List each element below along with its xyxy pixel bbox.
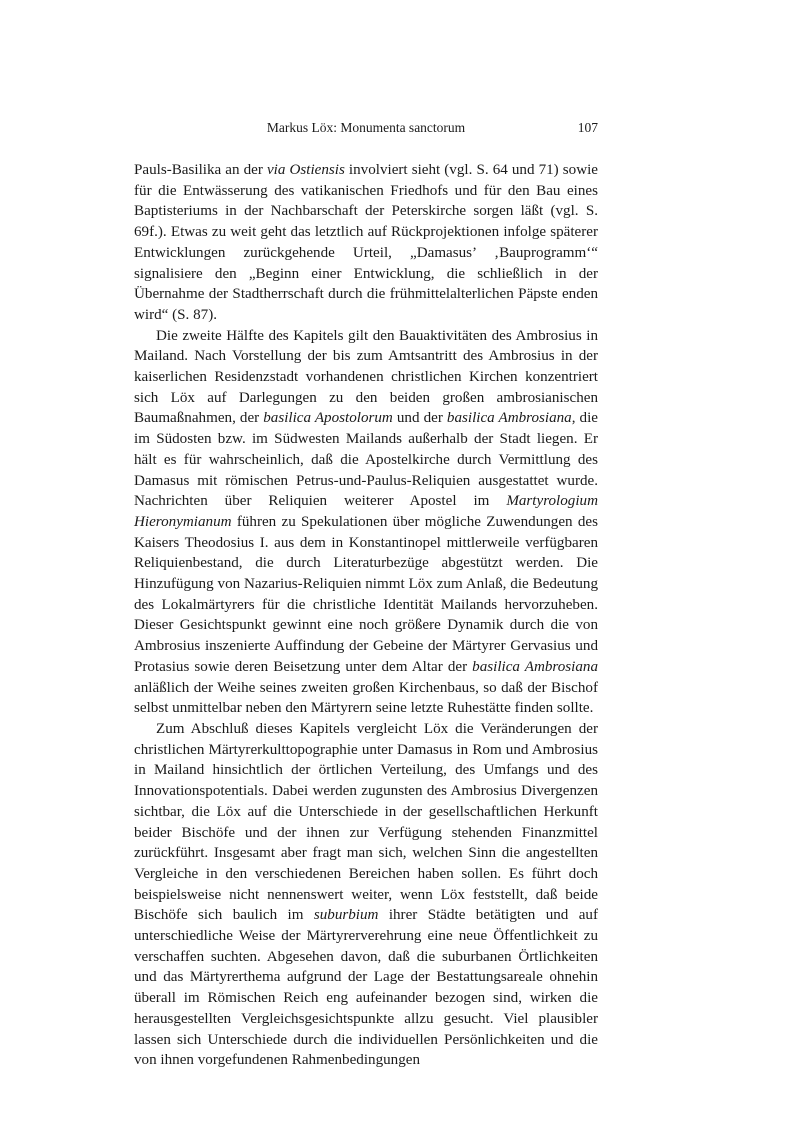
italic-term: basilica Ambrosiana (446, 410, 572, 427)
text-run: anläßlich der Weihe seines zweiten großen Kirchenbaus, so daß der Bischof selbst unmittelbar neben den Märtyrern seine letzte Ruhestätte finden sollte. (134, 679, 598, 717)
italic-term: via Ostiensis (266, 162, 345, 178)
italic-term: basilica Ambrosiana (472, 658, 598, 675)
italic-term: suburbium (313, 907, 379, 924)
paragraph-3 (134, 719, 598, 1071)
text-run: Pauls-Basilika an der (134, 162, 267, 178)
italic-term: Martyrologium Hieronymianum (134, 493, 598, 530)
text-run: und der (392, 410, 447, 427)
paragraph-1 (134, 160, 598, 326)
document-page (134, 118, 598, 1071)
text-run: führen zu Spekulationen über mögliche Zuwendungen des Kaisers Theodosius I. aus dem in Konstantinopel mittlerweile verfügbaren Reliquienbestand, die durch Literaturbezüge abgestützt werden. Die Hinzufügung von Nazarius-Reliquien nimmt Löx zum Anlaß, die Bedeutung des Lokalmärtyrers für die christliche Identität Mailands hervorzuheben. Dieser Gesichtspunkt gewinnt eine noch größere Dynamik durch die von Ambrosius inszenierte Auffindung der Gebeine der Märtyrer Gervasius und Protasius sowie deren Beisetzung unter dem Altar der (134, 513, 598, 675)
paragraph-2 (134, 326, 598, 719)
page-number: 107 (577, 120, 598, 135)
text-run: ihrer Städte betätigten und auf unterschiedliche Weise der Märtyrerverehrung eine neue Öffentlichkeit zu verschaffen suchten. Abgesehen davon, daß die suburbanen Örtlichkeiten und das Märtyrerthema aufgrund der Lage der Bestattungsareale ohnehin überall im Römischen Reich eng aufeinander bezogen sind, wirken die herausgestellten Vergleichsgesichtspunkte allzu gesucht. Viel plausibler lassen sich Unterschiede durch die individuellen Persönlichkeiten und die von ihnen vorgefundenen Rahmenbedingungen (134, 907, 598, 1069)
running-head (134, 118, 598, 138)
text-run: Die zweite Hälfte des Kapitels gilt den Bauaktivitäten des Ambrosius in Mailand. Nach Vorstellung der bis zum Amtsantritt des Ambrosius in der kaiserlichen Residenzstadt vorhandenen christlichen Kirchen konzentriert sich Löx auf Darlegungen zu den beiden großen ambrosianischen Baumaßnahmen, der (134, 327, 598, 427)
text-run: , die im Südosten bzw. im Südwesten Mailands außerhalb der Stadt liegen. Er hält es für wahrscheinlich, daß die Apostelkirche durch Vermittlung des Damasus mit römischen Petrus-und-Paulus-Reliquien ausgestattet wurde. Nachrichten über Reliquien weiterer Apostel im (134, 410, 598, 510)
body-text (134, 160, 598, 1071)
text-run: Zum Abschluß dieses Kapitels vergleicht Löx die Veränderungen der christlichen Märtyrerkulttopographie unter Damasus in Rom und Ambrosius in Mailand hinsichtlich der örtlichen Verteilung, des Umfangs und des Innovationspotentials. Dabei werden zugunsten des Ambrosius Divergenzen sichtbar, die Löx auf die Unterschiede in der gesellschaftlichen Herkunft beider Bischöfe und der ihnen zur Verfügung stehenden Finanzmittel zurückführt. Insgesamt aber fragt man sich, welchen Sinn die angestellten Vergleiche in den verschiedenen Bereichen haben sollen. Es führt doch beispielsweise nicht nennenswert weiter, wenn Löx feststellt, daß beide Bischöfe sich baulich im (134, 720, 598, 924)
text-run: involviert sieht (vgl. S. 64 und 71) sowie für die Entwässerung des vatikanischen Friedhofs und für den Bau eines Baptisteriums in der Nachbarschaft der Peterskirche sorgen läßt (vgl. S. 69f.). Etwas zu weit geht das letztlich auf Rückprojektionen infolge späterer Entwicklungen zurückgehende Urteil, „Damasus’ ‚Bauprogramm‘“ signalisiere den „Beginn einer Entwicklung, die schließlich in der Übernahme der Stadtherrschaft durch die frühmittelalterlichen Päpste enden wird“ (S. 87). (134, 162, 598, 323)
running-title: Markus Löx: Monumenta sanctorum (266, 120, 466, 135)
italic-term: basilica Apostolorum (263, 410, 393, 427)
